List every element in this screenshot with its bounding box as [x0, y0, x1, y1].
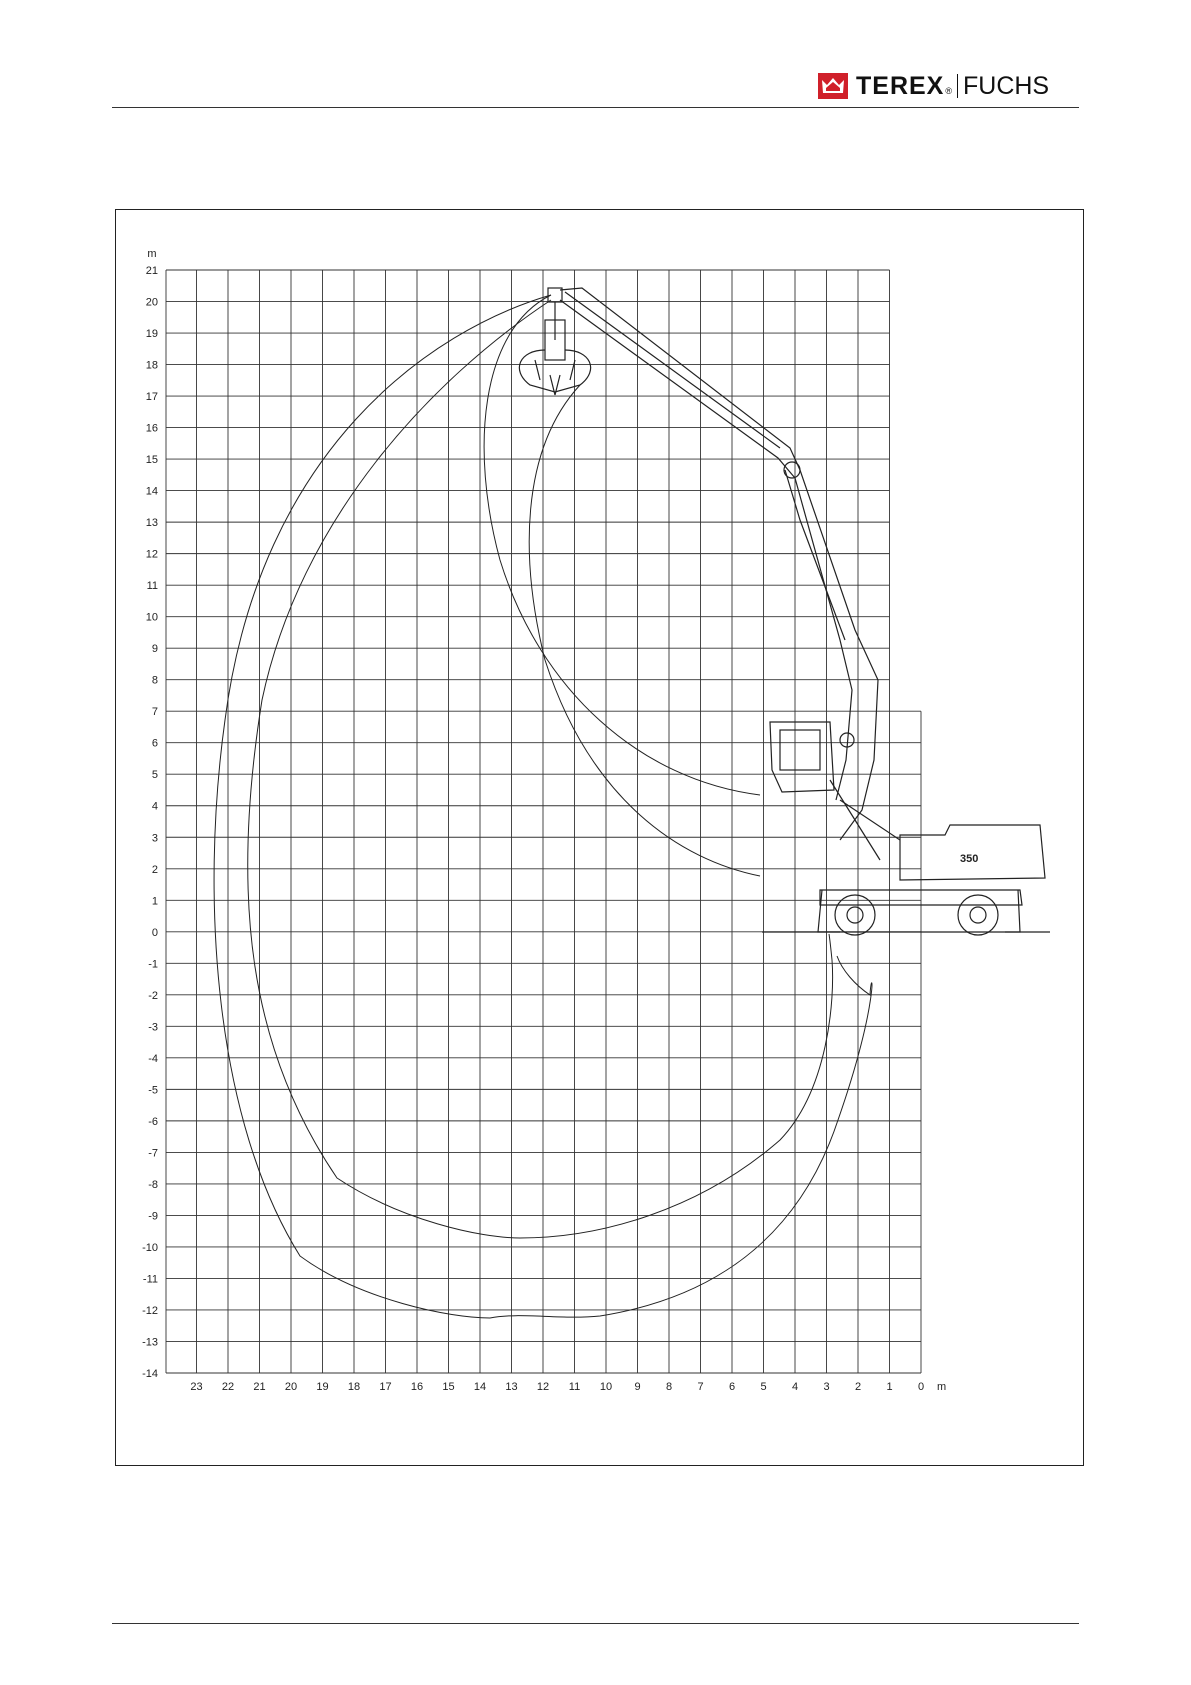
y-tick-label: 18: [145, 359, 158, 372]
y-tick-label: 21: [145, 265, 158, 277]
x-tick-label: 9: [634, 1381, 641, 1393]
footer-rule: [112, 1623, 1079, 1624]
y-tick-label: 14: [145, 485, 158, 498]
y-tick-label: 6: [151, 737, 158, 750]
x-tick-label: 2: [854, 1381, 862, 1393]
y-tick-label: 16: [145, 422, 158, 435]
front-wheel-hub: [847, 907, 863, 923]
x-tick-label: 20: [284, 1381, 298, 1393]
stick: [565, 292, 845, 640]
y-tick-label: -3: [148, 1021, 158, 1034]
y-tick-label: -10: [142, 1241, 158, 1254]
x-tick-label: 17: [379, 1381, 392, 1393]
brand-terex: TEREX: [856, 71, 945, 100]
y-tick-label: -14: [142, 1368, 158, 1380]
y-tick-label: 12: [145, 548, 158, 561]
x-tick-label: 5: [760, 1381, 767, 1393]
x-tick-label: 0: [917, 1381, 925, 1393]
x-axis-unit: m: [937, 1381, 947, 1393]
x-tick-label: 23: [190, 1381, 203, 1393]
y-axis-unit: m: [147, 248, 157, 260]
y-tick-label: 15: [145, 454, 158, 467]
cab-window: [780, 730, 820, 770]
y-tick-label: 4: [151, 800, 158, 813]
y-tick-label: 0: [151, 926, 158, 939]
x-tick-label: 16: [410, 1381, 424, 1393]
x-tick-label: 6: [728, 1381, 736, 1393]
boom: [560, 288, 878, 840]
grid: [166, 270, 921, 1373]
x-tick-label: 18: [347, 1381, 361, 1393]
x-tick-label: 12: [536, 1381, 550, 1393]
boom-cylinder-2: [830, 780, 880, 860]
y-tick-label: 17: [145, 391, 158, 404]
y-tick-label: 20: [145, 296, 158, 309]
y-tick-label: 9: [151, 643, 158, 656]
y-tick-label: 11: [146, 580, 158, 593]
y-tick-label: -2: [148, 989, 158, 1002]
y-tick-label: 2: [151, 863, 158, 876]
x-tick-label: 14: [473, 1381, 487, 1393]
x-tick-label: 19: [316, 1381, 329, 1393]
x-tick-label: 1: [886, 1381, 893, 1393]
y-tick-label: -5: [148, 1084, 158, 1097]
x-tick-label: 8: [665, 1381, 673, 1393]
y-tick-label: -8: [148, 1178, 158, 1191]
brand-registered-mark: ®: [945, 86, 952, 96]
y-tick-label: -11: [142, 1273, 158, 1286]
inner-reach-envelope: [248, 300, 833, 1238]
brand-fuchs: FUCHS: [963, 71, 1050, 100]
y-tick-label: -7: [148, 1147, 158, 1160]
y-tick-label: -12: [142, 1304, 158, 1317]
grapple: [519, 288, 590, 395]
x-tick-label: 13: [505, 1381, 518, 1393]
y-tick-label: 8: [151, 674, 158, 687]
x-tick-label: 10: [599, 1381, 613, 1393]
upper-bucket-arc: [484, 295, 760, 795]
y-tick-label: 7: [151, 706, 158, 719]
model-plate: 350: [960, 853, 979, 865]
x-tick-label: 21: [253, 1381, 266, 1393]
front-wheel: [835, 895, 875, 935]
y-tick-label: -9: [148, 1210, 158, 1223]
y-tick-label: 5: [151, 769, 158, 782]
y-tick-label: -6: [148, 1115, 158, 1128]
x-tick-label: 4: [791, 1381, 799, 1393]
rear-wheel-hub: [970, 907, 986, 923]
x-axis-labels: [190, 1381, 924, 1393]
material-handler-machine: [519, 288, 1050, 935]
y-tick-label: -4: [148, 1052, 158, 1065]
x-tick-label: 22: [221, 1381, 235, 1393]
y-tick-label: 13: [145, 517, 158, 530]
front-outrigger: [818, 890, 840, 932]
y-tick-label: 3: [151, 832, 158, 845]
y-tick-label: -13: [142, 1336, 158, 1349]
y-tick-label: 19: [145, 328, 158, 341]
y-axis-labels: [142, 265, 158, 1380]
y-tick-label: 1: [151, 895, 158, 908]
y-tick-label: -1: [148, 958, 158, 971]
x-tick-label: 3: [823, 1381, 830, 1393]
x-tick-label: 7: [697, 1381, 704, 1393]
boom-pivot: [784, 462, 800, 478]
x-tick-label: 11: [568, 1381, 581, 1393]
x-tick-label: 15: [442, 1381, 455, 1393]
y-tick-label: 10: [145, 611, 158, 624]
rear-wheel: [958, 895, 998, 935]
rear-outrigger: [1005, 890, 1020, 932]
